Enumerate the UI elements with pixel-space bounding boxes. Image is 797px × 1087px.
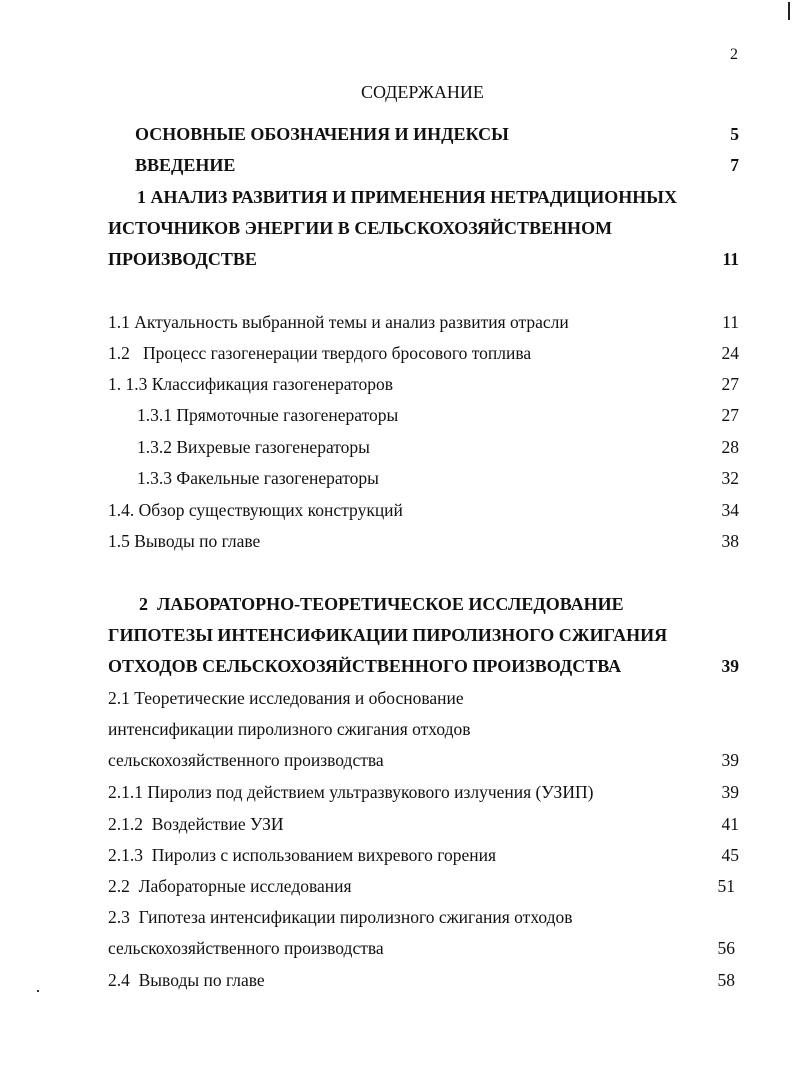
toc-entry[interactable] bbox=[0, 810, 797, 838]
toc-entry[interactable] bbox=[0, 120, 797, 148]
page-number: 2 bbox=[730, 46, 738, 63]
toc-entry-text: 1 АНАЛИЗ РАЗВИТИЯ И ПРИМЕНЕНИЯ НЕТРАДИЦИОННЫХ bbox=[137, 187, 677, 207]
toc-entry[interactable] bbox=[0, 872, 797, 900]
toc-entry-text: интенсификации пиролизного сжигания отходов bbox=[108, 719, 471, 739]
toc-entry-text: 2.1.3 Пиролиз с использованием вихревого горения bbox=[108, 845, 497, 865]
toc-entry[interactable] bbox=[0, 464, 797, 492]
toc-entry-page: 56 bbox=[717, 938, 735, 958]
toc-entry[interactable] bbox=[0, 934, 797, 962]
toc-entry[interactable] bbox=[0, 245, 797, 273]
toc-entry[interactable] bbox=[0, 339, 797, 367]
toc-entry-page: 7 bbox=[730, 155, 739, 175]
toc-entry-page: 38 bbox=[721, 531, 739, 551]
toc-entry-page: 51 bbox=[717, 876, 735, 896]
toc-entry-page: 5 bbox=[730, 124, 739, 144]
toc-entry[interactable] bbox=[0, 214, 797, 242]
toc-entry[interactable] bbox=[0, 746, 797, 774]
page-title: СОДЕРЖАНИЕ bbox=[361, 82, 484, 102]
toc-entry-text: 1.5 Выводы по главе bbox=[108, 531, 261, 551]
toc-entry[interactable] bbox=[0, 433, 797, 461]
toc-entry-page: 11 bbox=[722, 249, 739, 269]
toc-entry[interactable] bbox=[0, 496, 797, 524]
toc-entry-text: 1.1 Актуальность выбранной темы и анализ развития отрасли bbox=[108, 312, 569, 332]
toc-entry-text: 1.3.1 Прямоточные газогенераторы bbox=[137, 405, 399, 425]
toc-entry-text: ОТХОДОВ СЕЛЬСКОХОЗЯЙСТВЕННОГО ПРОИЗВОДСТВА bbox=[108, 656, 622, 676]
toc-entry-text: 2.1 Теоретические исследования и обоснование bbox=[108, 688, 464, 708]
toc-entry-text: 1.3.3 Факельные газогенераторы bbox=[137, 468, 379, 488]
toc-entry-page: 39 bbox=[721, 656, 739, 676]
toc-entry-text: ГИПОТЕЗЫ ИНТЕНСИФИКАЦИИ ПИРОЛИЗНОГО СЖИГАНИЯ bbox=[108, 625, 668, 645]
toc-entry[interactable] bbox=[0, 903, 797, 931]
toc-entry-text: 2.1.2 Воздействие УЗИ bbox=[108, 814, 284, 834]
toc-entry-text: 1. 1.3 Классификация газогенераторов bbox=[108, 374, 394, 394]
toc-entry-text: 1.4. Обзор существующих конструкций bbox=[108, 500, 403, 520]
toc-entry-text: 2.1.1 Пиролиз под действием ультразвукового излучения (УЗИП) bbox=[108, 782, 594, 802]
toc-entry[interactable] bbox=[0, 621, 797, 649]
toc-entry-page: 27 bbox=[721, 374, 739, 394]
toc-entry-text: 2.3 Гипотеза интенсификации пиролизного сжигания отходов bbox=[108, 907, 573, 927]
toc-entry-page: 32 bbox=[721, 468, 739, 488]
toc-entry-text: ИСТОЧНИКОВ ЭНЕРГИИ В СЕЛЬСКОХОЗЯЙСТВЕННОМ bbox=[108, 218, 613, 238]
toc-entry-text: сельскохозяйственного производства bbox=[108, 938, 384, 958]
toc-entry[interactable] bbox=[0, 684, 797, 712]
toc-entry-page: 28 bbox=[721, 437, 739, 457]
toc-entry-text: 2 ЛАБОРАТОРНО-ТЕОРЕТИЧЕСКОЕ ИССЛЕДОВАНИЕ bbox=[139, 594, 624, 614]
toc-entry-page: 39 bbox=[721, 750, 739, 770]
toc-entry[interactable] bbox=[0, 715, 797, 743]
toc-entry[interactable] bbox=[0, 966, 797, 994]
toc-entry-page: 41 bbox=[721, 814, 739, 834]
toc-entry[interactable] bbox=[0, 151, 797, 179]
toc-entry-text: ОСНОВНЫЕ ОБОЗНАЧЕНИЯ И ИНДЕКСЫ bbox=[135, 124, 509, 144]
toc-entry[interactable] bbox=[0, 183, 797, 211]
toc-entry-page: 39 bbox=[721, 782, 739, 802]
toc-entry-text: ПРОИЗВОДСТВЕ bbox=[108, 249, 257, 269]
toc-entry[interactable] bbox=[0, 308, 797, 336]
scan-mark bbox=[788, 2, 790, 20]
toc-entry-page: 27 bbox=[721, 405, 739, 425]
toc-entry[interactable] bbox=[0, 652, 797, 680]
toc-entry[interactable] bbox=[0, 527, 797, 555]
toc-entry-text: 1.2 Процесс газогенерации твердого бросового топлива bbox=[108, 343, 532, 363]
toc-entry-text: 2.2 Лабораторные исследования bbox=[108, 876, 352, 896]
toc-entry-text: 1.3.2 Вихревые газогенераторы bbox=[137, 437, 370, 457]
toc-entry-page: 45 bbox=[721, 845, 739, 865]
toc-entry[interactable] bbox=[0, 401, 797, 429]
toc-entry-page: 24 bbox=[721, 343, 739, 363]
toc-entry[interactable] bbox=[0, 590, 797, 618]
toc-entry-page: 58 bbox=[717, 970, 735, 990]
toc-entry-text: сельскохозяйственного производства bbox=[108, 750, 384, 770]
toc-entry[interactable] bbox=[0, 841, 797, 869]
toc-entry[interactable] bbox=[0, 778, 797, 806]
toc-entry-page: 34 bbox=[721, 500, 739, 520]
toc-entry[interactable] bbox=[0, 370, 797, 398]
toc-entry-text: 2.4 Выводы по главе bbox=[108, 970, 265, 990]
toc-entry-text: ВВЕДЕНИЕ bbox=[135, 155, 236, 175]
toc-entry-page: 11 bbox=[722, 312, 739, 332]
